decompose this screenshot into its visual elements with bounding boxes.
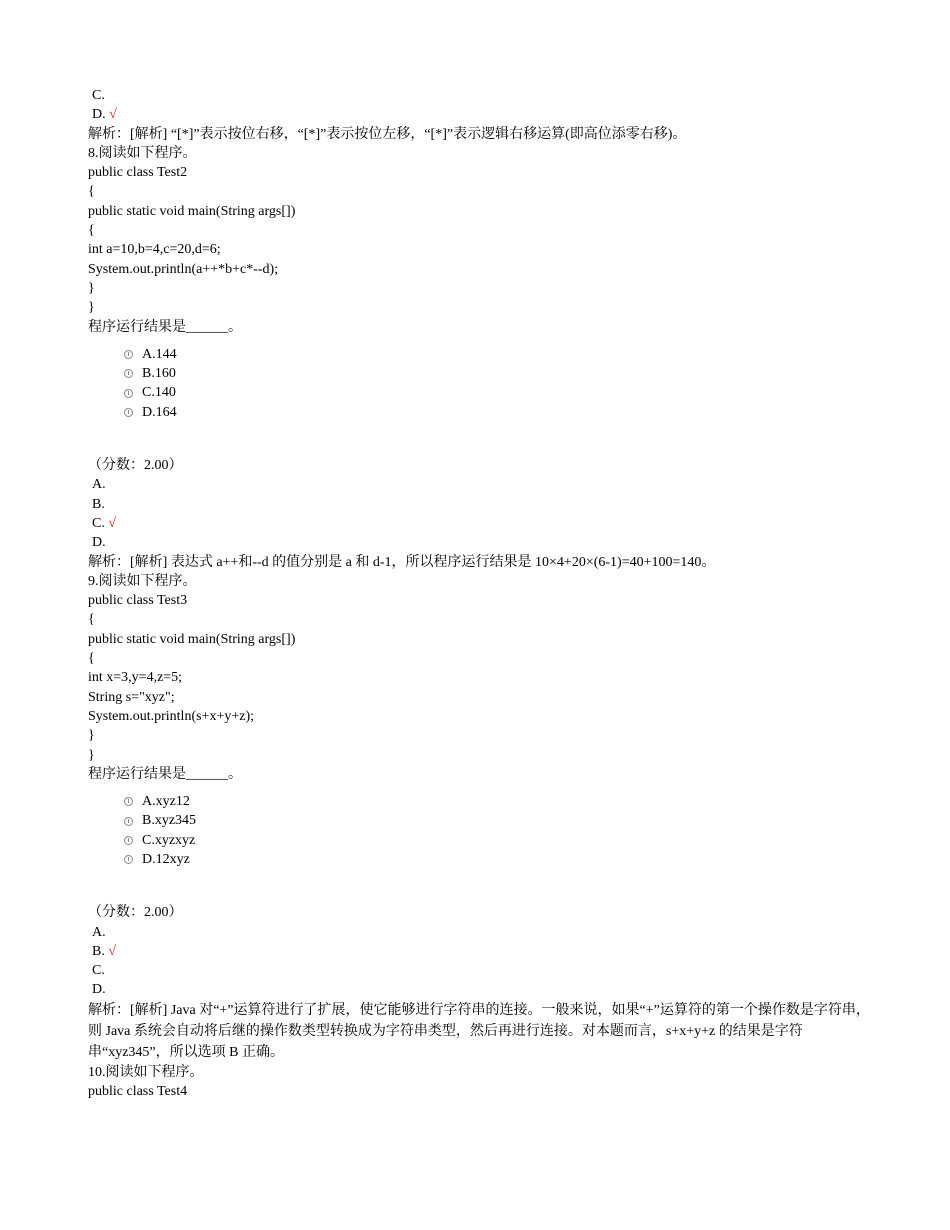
answer-option: D. — [92, 535, 106, 551]
q9-prompt: 程序运行结果是______。 — [88, 766, 242, 782]
code-line: public static void main(String args[]) — [88, 631, 296, 647]
code-line: { — [88, 223, 95, 239]
q8-choices — [88, 345, 888, 422]
code-line: public class Test4 — [88, 1084, 188, 1100]
answer-option: C. √ — [92, 515, 117, 531]
q9-answer-list — [88, 923, 888, 1000]
correct-check-icon: √ — [109, 107, 117, 123]
q9-score: （分数：2.00） — [88, 905, 183, 921]
answer-option: B. √ — [92, 943, 117, 959]
code-line: int a=10,b=4,c=20,d=6; — [88, 242, 221, 258]
choice-label: B.160 — [142, 366, 176, 382]
answer-option: C. — [92, 963, 105, 979]
choice-option[interactable] — [124, 383, 888, 402]
choice-option[interactable] — [124, 831, 888, 850]
code-line: String s="xyz"; — [88, 689, 175, 705]
choice-label: C.xyzxyz — [142, 832, 196, 848]
choice-label: A.xyz12 — [142, 794, 190, 810]
correct-check-icon: √ — [108, 515, 117, 531]
choice-label: A.144 — [142, 346, 177, 362]
radio-button-icon[interactable] — [124, 369, 133, 378]
radio-button-icon[interactable] — [124, 350, 133, 359]
document-page — [88, 86, 888, 1101]
radio-button-icon[interactable] — [124, 855, 133, 864]
answer-option: B. — [92, 496, 105, 512]
answer-option: C. — [92, 88, 105, 103]
radio-button-icon[interactable] — [124, 797, 133, 806]
code-line: { — [88, 612, 95, 628]
correct-check-icon: √ — [108, 943, 117, 959]
code-line: } — [88, 728, 95, 744]
choice-option[interactable] — [124, 850, 888, 869]
choice-label: B.xyz345 — [142, 813, 197, 829]
q9-explanation: 解析：[解析] Java 对“+”运算符进行了扩展，使它能够进行字符串的连接。一般来说，如果“+”运算符的第一个操作数是字符串，则 Java 系统会自动将后继的操作数类型转换成为字符串类型，然后再进行连接。对本题而言，s+x+y+z 的结果是字符串“xyz345”，所以选项 B 正确。 — [88, 1002, 870, 1060]
q8-title: 8.阅读如下程序。 — [88, 145, 197, 161]
choice-label: D.164 — [142, 404, 177, 420]
q8-answer-list — [88, 475, 888, 552]
q8-score: （分数：2.00） — [88, 458, 183, 474]
answer-option: D. — [92, 982, 106, 998]
q9-title: 9.阅读如下程序。 — [88, 573, 197, 589]
q8-explanation: 解析：[解析] 表达式 a++和--d 的值分别是 a 和 d-1，所以程序运行结果是 10×4+20×(6-1)=40+100=140。 — [88, 554, 716, 570]
q9-code-block — [88, 591, 888, 765]
q7-explanation: 解析：[解析] “[*]”表示按位右移，“[*]”表示按位左移，“[*]”表示逻辑右移运算(即高位添零右移)。 — [88, 126, 687, 142]
radio-button-icon[interactable] — [124, 408, 133, 417]
choice-option[interactable] — [124, 364, 888, 383]
choice-label: C.140 — [142, 385, 176, 401]
radio-button-icon[interactable] — [124, 389, 133, 398]
choice-option[interactable] — [124, 811, 888, 830]
radio-button-icon[interactable] — [124, 836, 133, 845]
choice-option[interactable] — [124, 345, 888, 364]
answer-option: A. — [92, 477, 106, 493]
code-line: { — [88, 651, 95, 667]
answer-option: D. √ — [92, 107, 117, 123]
code-line: System.out.println(a++*b+c*--d); — [88, 261, 279, 277]
q8-prompt: 程序运行结果是______。 — [88, 319, 242, 335]
q7-answer-list — [88, 86, 888, 125]
code-line: } — [88, 747, 95, 763]
choice-option[interactable] — [124, 403, 888, 422]
radio-button-icon[interactable] — [124, 817, 133, 826]
q8-code-block — [88, 163, 888, 317]
code-line: } — [88, 300, 95, 316]
choice-label: D.12xyz — [142, 851, 190, 867]
code-line: int x=3,y=4,z=5; — [88, 670, 183, 686]
q10-code-block — [88, 1082, 888, 1101]
code-line: public class Test3 — [88, 593, 188, 609]
q9-choices — [88, 792, 888, 869]
code-line: public class Test2 — [88, 165, 188, 181]
choice-option[interactable] — [124, 792, 888, 811]
code-line: System.out.println(s+x+y+z); — [88, 708, 255, 724]
code-line: public static void main(String args[]) — [88, 203, 296, 219]
code-line: } — [88, 280, 95, 296]
answer-option: A. — [92, 924, 106, 940]
code-line: { — [88, 184, 95, 200]
q10-title: 10.阅读如下程序。 — [88, 1064, 204, 1080]
